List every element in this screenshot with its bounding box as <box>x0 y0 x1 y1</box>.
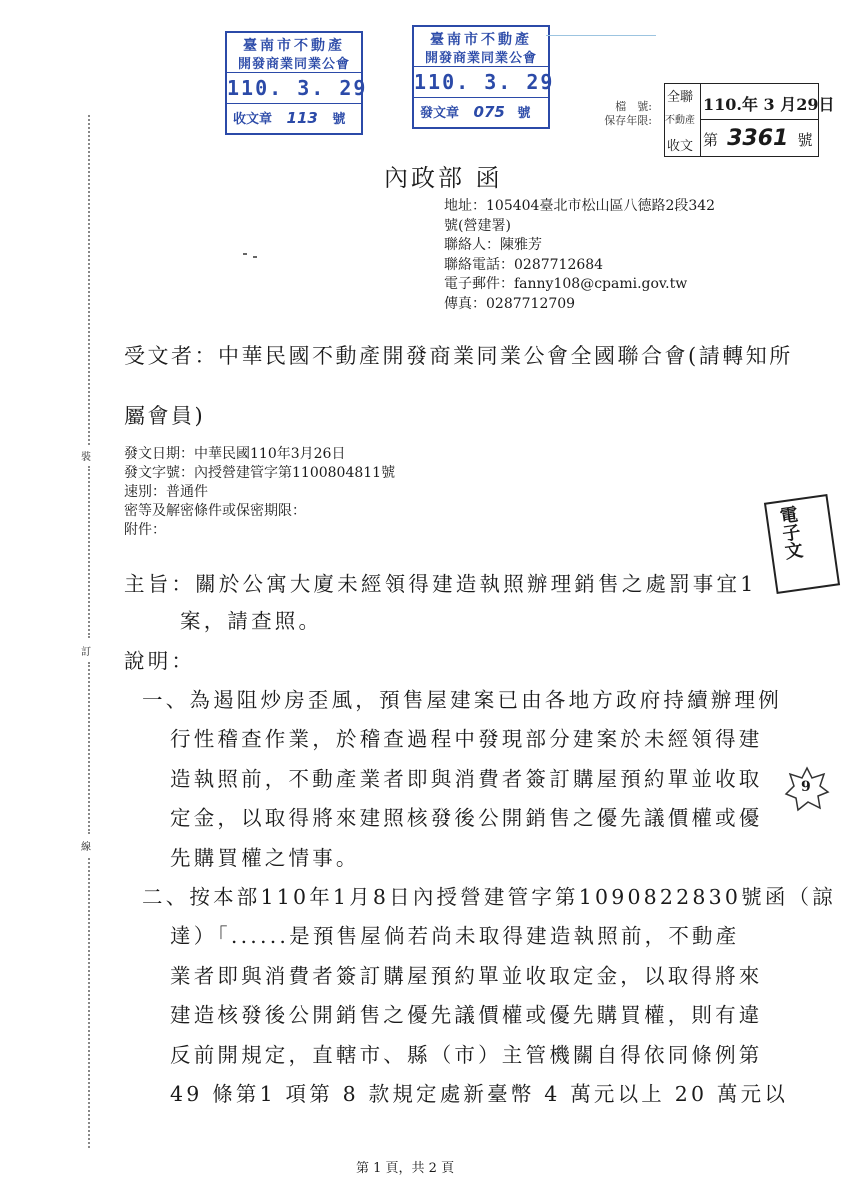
electronic-doc-stamp-text: 電子文 <box>775 504 804 561</box>
document-info <box>124 445 395 540</box>
item2-line2: 達）「......是預售屋倘若尚未取得建造執照前，不動產 <box>170 924 740 948</box>
binding-line-bottom <box>88 858 90 1148</box>
reference-number: 發文字號：內授營建管字第1100804811號 <box>124 465 396 481</box>
receipt-box-hline <box>700 119 818 120</box>
item1-line2: 行性稽查作業，於稽查過程中發現部分建案於未經領得建 <box>170 727 763 751</box>
item2-line5: 反前開規定，直轄市、縣（市）主管機關自得依同條例第 <box>170 1043 763 1067</box>
contact-address-2: 號(營建署) <box>444 217 511 234</box>
page-footer: 第 1 頁，共 2 頁 <box>356 1161 455 1176</box>
stamp-label: 發文章 <box>420 106 460 121</box>
page-count-badge <box>784 766 830 812</box>
receipt-box-divider <box>700 84 701 156</box>
item1-line1: 一、為遏阻炒房歪風，預售屋建案已由各地方政府持續辦理例 <box>142 688 782 712</box>
sent-stamp <box>412 25 555 129</box>
stamp-number-row <box>227 104 361 132</box>
contact-email: 電子郵件：fanny108@cpami.gov.tw <box>444 276 688 292</box>
page-title: 內政部 函 <box>384 164 503 192</box>
receipt-col1-b: 不動產 <box>665 115 695 126</box>
subject-line1: 主旨：關於公寓大廈未經領得建造執照辦理銷售之處罰事宜1 <box>124 572 757 596</box>
receipt-number-row <box>703 126 812 151</box>
attachments: 附件： <box>124 522 166 538</box>
faint-line <box>546 35 656 36</box>
binding-line-top <box>88 115 90 445</box>
stamp-suffix: 號 <box>332 112 346 127</box>
stamp-org-line2: 開發商業同業公會 <box>227 53 361 73</box>
receipt-col1-c: 收文 <box>667 139 694 154</box>
secrecy-level: 密等及解密條件或保密期限： <box>124 503 306 519</box>
recipient-line1: 受文者：中華民國不動產開發商業同業公會全國聯合會(請轉知所 <box>124 344 793 368</box>
binding-mark-1: 裝 <box>81 452 91 463</box>
binding-mark-3: 線 <box>81 842 91 853</box>
contact-fax: 傳真：0287712709 <box>444 295 576 312</box>
item2-line4: 建造核發後公開銷售之優先議價權或優先購買權，則有違 <box>170 1003 763 1027</box>
binding-line-mid <box>88 466 90 638</box>
binding-line-mid2 <box>88 662 90 834</box>
stamp-org-line1: 臺南市不動產 <box>430 32 532 48</box>
receipt-number: 3361 <box>727 126 789 151</box>
item1-line4: 定金，以取得將來建照核發後公開銷售之優先議價權或優 <box>170 806 763 830</box>
item2-line1: 二、按本部110年1月8日內授營建管字第1090822830號函（諒 <box>142 885 836 909</box>
stamp-number-row <box>414 98 548 126</box>
badge-number: 9 <box>801 779 811 795</box>
binding-mark-2: 訂 <box>81 647 91 658</box>
contact-block <box>444 197 715 314</box>
item1-line5: 先購買權之情事。 <box>170 846 360 870</box>
stamp-handwritten-number: 075 <box>473 103 505 121</box>
receipt-number-suffix: 號 <box>797 131 813 149</box>
stray-mark <box>253 256 257 258</box>
explanation-heading: 說明： <box>124 649 196 673</box>
stamp-label: 收文章 <box>233 112 273 127</box>
received-stamp <box>225 31 368 135</box>
receipt-col1-a: 全聯 <box>667 90 694 105</box>
file-number-label: 檔 號: <box>615 100 652 113</box>
contact-address-1: 地址：105404臺北市松山區八德路2段342 <box>444 198 716 214</box>
retention-label: 保存年限: <box>604 114 652 127</box>
receipt-date: 110.年 3 月29日 <box>703 95 835 114</box>
stamp-org-line2: 開發商業同業公會 <box>414 47 548 67</box>
item1-line3: 造執照前，不動產業者即與消費者簽訂購屋預約單並收取 <box>170 767 763 791</box>
contact-person: 聯絡人：陳雅芳 <box>444 237 542 253</box>
issue-date: 發文日期：中華民國110年3月26日 <box>124 446 346 462</box>
contact-phone: 聯絡電話：0287712684 <box>444 256 604 273</box>
recipient-line2: 屬會員) <box>124 404 206 428</box>
stray-mark <box>243 253 247 255</box>
electronic-doc-stamp <box>764 494 840 594</box>
item2-line3: 業者即與消費者簽訂購屋預約單並收取定金，以取得將來 <box>170 964 763 988</box>
stamp-org-line1: 臺南市不動產 <box>243 38 345 54</box>
stamp-suffix: 號 <box>517 106 531 121</box>
stamp-handwritten-number: 113 <box>286 109 318 127</box>
stamp-date: 110. 3. 29 <box>414 67 548 98</box>
delivery-speed: 速別：普通件 <box>124 484 208 500</box>
receipt-number-prefix: 第 <box>703 131 719 149</box>
stamp-date: 110. 3. 29 <box>227 73 361 104</box>
receipt-stamp-box <box>664 83 835 157</box>
subject-line2: 案，請查照。 <box>180 609 323 633</box>
item2-line6: 49 條第1 項第 8 款規定處新臺幣 4 萬元以上 20 萬元以 <box>170 1082 789 1106</box>
